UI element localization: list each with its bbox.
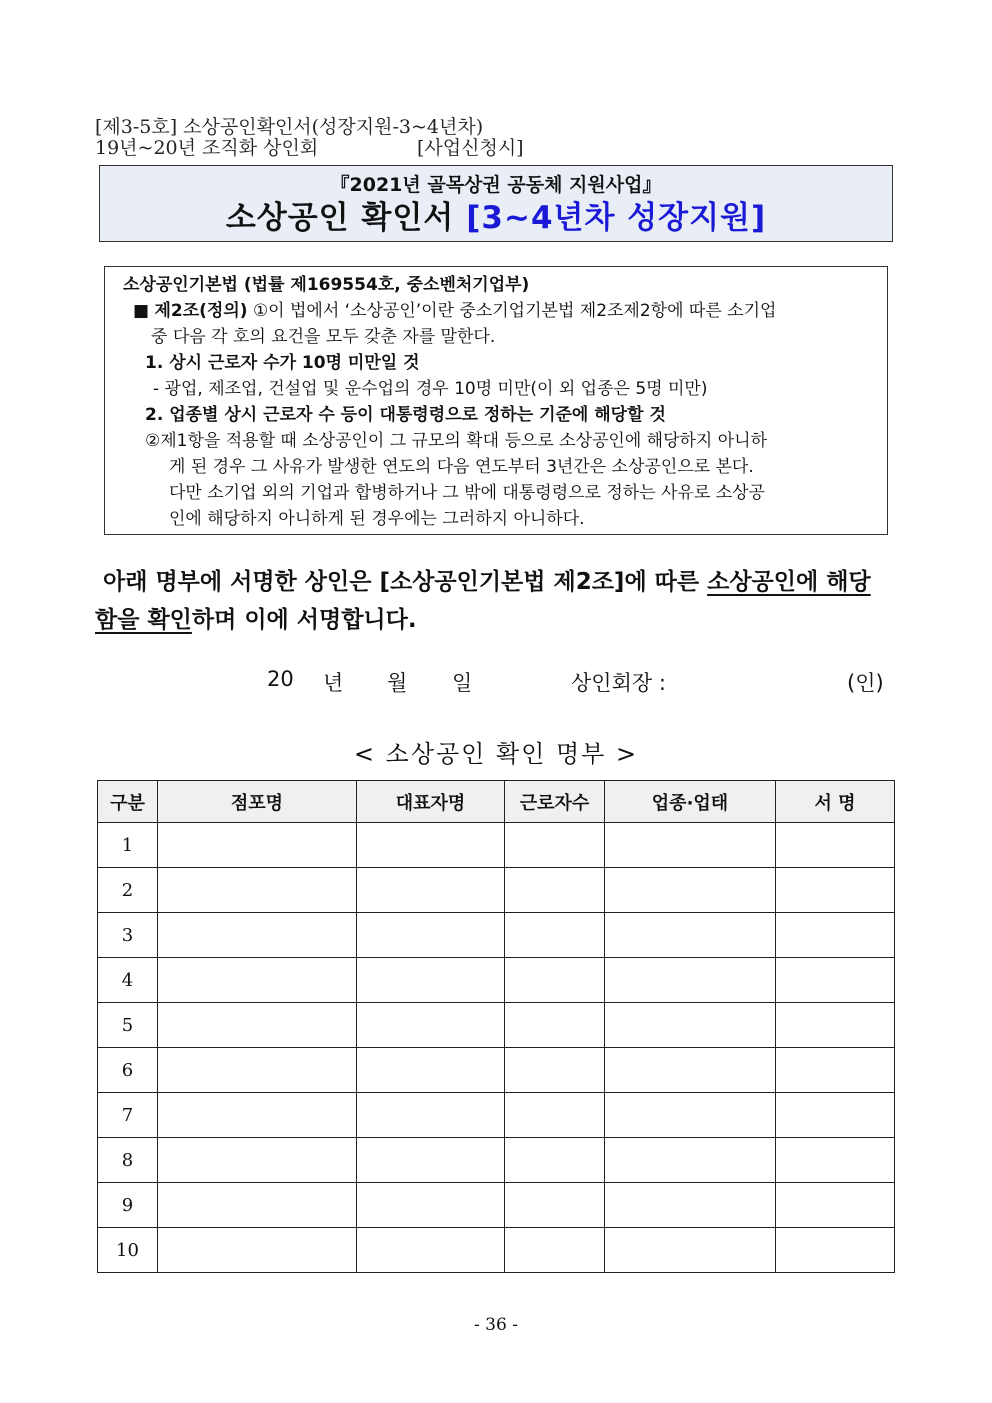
form-target: 19년~20년 조직화 상인회	[95, 137, 319, 159]
signature-cell[interactable]	[776, 868, 895, 913]
form-target-line	[95, 137, 524, 159]
title-text: 소상공인 확인서	[225, 200, 455, 236]
table-row	[98, 823, 895, 868]
representative-cell[interactable]	[357, 958, 505, 1003]
representative-cell[interactable]	[357, 1183, 505, 1228]
store-name-cell[interactable]	[158, 1138, 357, 1183]
header-representative: 대표자명	[357, 781, 505, 823]
store-name-cell[interactable]	[158, 958, 357, 1003]
register-title: < 소상공인 확인 명부 >	[353, 740, 639, 768]
bullet-square-icon: ■	[133, 301, 155, 321]
signature-cell[interactable]	[776, 1048, 895, 1093]
statement-underlined-2: 함을 확인	[95, 607, 192, 633]
business-type-cell[interactable]	[605, 823, 776, 868]
law-item-1: 1. 상시 근로자 수가 10명 미만일 것	[145, 353, 420, 373]
confirmation-statement	[95, 563, 900, 639]
store-name-cell[interactable]	[158, 1183, 357, 1228]
statement-part-4: 하며 이에 서명합니다.	[191, 607, 417, 633]
employees-cell[interactable]	[505, 1048, 605, 1093]
seal-mark: (인)	[847, 671, 884, 695]
business-type-cell[interactable]	[605, 1183, 776, 1228]
employees-cell[interactable]	[505, 1138, 605, 1183]
employees-cell[interactable]	[505, 1183, 605, 1228]
employees-cell[interactable]	[505, 1228, 605, 1273]
article-label: 제2조(정의)	[154, 301, 248, 321]
row-number: 3	[98, 913, 158, 958]
form-number: [제3-5호] 소상공인확인서(성장지원-3~4년차)	[95, 116, 484, 138]
representative-cell[interactable]	[357, 823, 505, 868]
store-name-cell[interactable]	[158, 1228, 357, 1273]
signature-cell[interactable]	[776, 1228, 895, 1273]
header-signature: 서 명	[776, 781, 895, 823]
representative-cell[interactable]	[357, 1228, 505, 1273]
date-month-label: 월	[387, 671, 408, 695]
business-type-cell[interactable]	[605, 1048, 776, 1093]
store-name-cell[interactable]	[158, 1048, 357, 1093]
table-row	[98, 1003, 895, 1048]
header-business-type: 업종·업태	[605, 781, 776, 823]
employees-cell[interactable]	[505, 1003, 605, 1048]
business-type-cell[interactable]	[605, 1093, 776, 1138]
table-header-row	[98, 781, 895, 823]
row-number: 1	[98, 823, 158, 868]
employees-cell[interactable]	[505, 1093, 605, 1138]
statement-part-1: 아래 명부에 서명한 상인은 [소상공인기본법 제2조]에 따른	[103, 569, 708, 595]
para2-line-4: 인에 해당하지 아니하게 된 경우에는 그러하지 아니하다.	[169, 509, 585, 529]
table-row	[98, 1048, 895, 1093]
signature-cell[interactable]	[776, 913, 895, 958]
para2-line-3: 다만 소기업 외의 기업과 합병하거나 그 밖에 대통령령으로 정하는 사유로 소상공	[169, 483, 765, 503]
form-submit-timing: [사업신청시]	[417, 137, 524, 159]
article-text-1: ①이 법에서 ‘소상공인’이란 중소기업기본법 제2조제2항에 따른 소기업	[252, 301, 777, 321]
employees-cell[interactable]	[505, 868, 605, 913]
row-number: 6	[98, 1048, 158, 1093]
article-line-1	[133, 299, 776, 323]
row-number: 5	[98, 1003, 158, 1048]
statement-underlined-1: 소상공인에 해당	[707, 569, 871, 595]
business-type-cell[interactable]	[605, 913, 776, 958]
representative-cell[interactable]	[357, 868, 505, 913]
table-row	[98, 1183, 895, 1228]
article-text-2: 중 다음 각 호의 요건을 모두 갖춘 자를 말한다.	[151, 327, 496, 347]
law-excerpt-box	[104, 266, 888, 535]
table-row	[98, 1228, 895, 1273]
date-year-prefix: 20	[267, 667, 294, 691]
signature-cell[interactable]	[776, 1183, 895, 1228]
employees-cell[interactable]	[505, 958, 605, 1003]
business-type-cell[interactable]	[605, 1138, 776, 1183]
business-type-cell[interactable]	[605, 1228, 776, 1273]
header-store-name: 점포명	[158, 781, 357, 823]
row-number: 8	[98, 1138, 158, 1183]
employees-cell[interactable]	[505, 823, 605, 868]
table-row	[98, 958, 895, 1003]
representative-cell[interactable]	[357, 1093, 505, 1138]
law-item-1-sub: - 광업, 제조업, 건설업 및 운수업의 경우 10명 미만(이 외 업종은 5명 미만)	[153, 379, 708, 399]
chairman-label: 상인회장 :	[571, 671, 666, 695]
store-name-cell[interactable]	[158, 1003, 357, 1048]
employees-cell[interactable]	[505, 913, 605, 958]
business-type-cell[interactable]	[605, 1003, 776, 1048]
store-name-cell[interactable]	[158, 868, 357, 913]
title-subtitle: 『2021년 골목상권 공동체 지원사업』	[330, 174, 662, 196]
page-number: - 36 -	[474, 1315, 518, 1335]
representative-cell[interactable]	[357, 1003, 505, 1048]
date-day-label: 일	[452, 671, 473, 695]
row-number: 2	[98, 868, 158, 913]
row-number: 7	[98, 1093, 158, 1138]
header-category: 구분	[98, 781, 158, 823]
signature-cell[interactable]	[776, 1003, 895, 1048]
signature-cell[interactable]	[776, 823, 895, 868]
table-row	[98, 1138, 895, 1183]
representative-cell[interactable]	[357, 1138, 505, 1183]
date-year-label: 년	[323, 671, 344, 695]
store-name-cell[interactable]	[158, 913, 357, 958]
header-employees: 근로자수	[505, 781, 605, 823]
signature-cell[interactable]	[776, 958, 895, 1003]
business-type-cell[interactable]	[605, 958, 776, 1003]
signature-cell[interactable]	[776, 1138, 895, 1183]
store-name-cell[interactable]	[158, 823, 357, 868]
row-number: 10	[98, 1228, 158, 1273]
law-item-2: 2. 업종별 상시 근로자 수 등이 대통령령으로 정하는 기준에 해당할 것	[145, 405, 666, 425]
title-main	[100, 199, 892, 237]
para2-line-2: 게 된 경우 그 사유가 발생한 연도의 다음 연도부터 3년간은 소상공인으로 본다.	[169, 457, 754, 477]
title-highlight: [3~4년차 성장지원]	[466, 200, 767, 236]
para2-line-1: ②제1항을 적용할 때 소상공인이 그 규모의 확대 등으로 소상공인에 해당하지 아니하	[145, 431, 768, 451]
title-box	[99, 165, 893, 242]
store-name-cell[interactable]	[158, 1093, 357, 1138]
signature-cell[interactable]	[776, 1093, 895, 1138]
representative-cell[interactable]	[357, 913, 505, 958]
representative-cell[interactable]	[357, 1048, 505, 1093]
law-heading: 소상공인기본법 (법률 제169554호, 중소벤처기업부)	[123, 275, 530, 295]
table-row	[98, 868, 895, 913]
table-row	[98, 913, 895, 958]
register-table	[97, 780, 895, 1273]
row-number: 4	[98, 958, 158, 1003]
business-type-cell[interactable]	[605, 868, 776, 913]
row-number: 9	[98, 1183, 158, 1228]
table-row	[98, 1093, 895, 1138]
